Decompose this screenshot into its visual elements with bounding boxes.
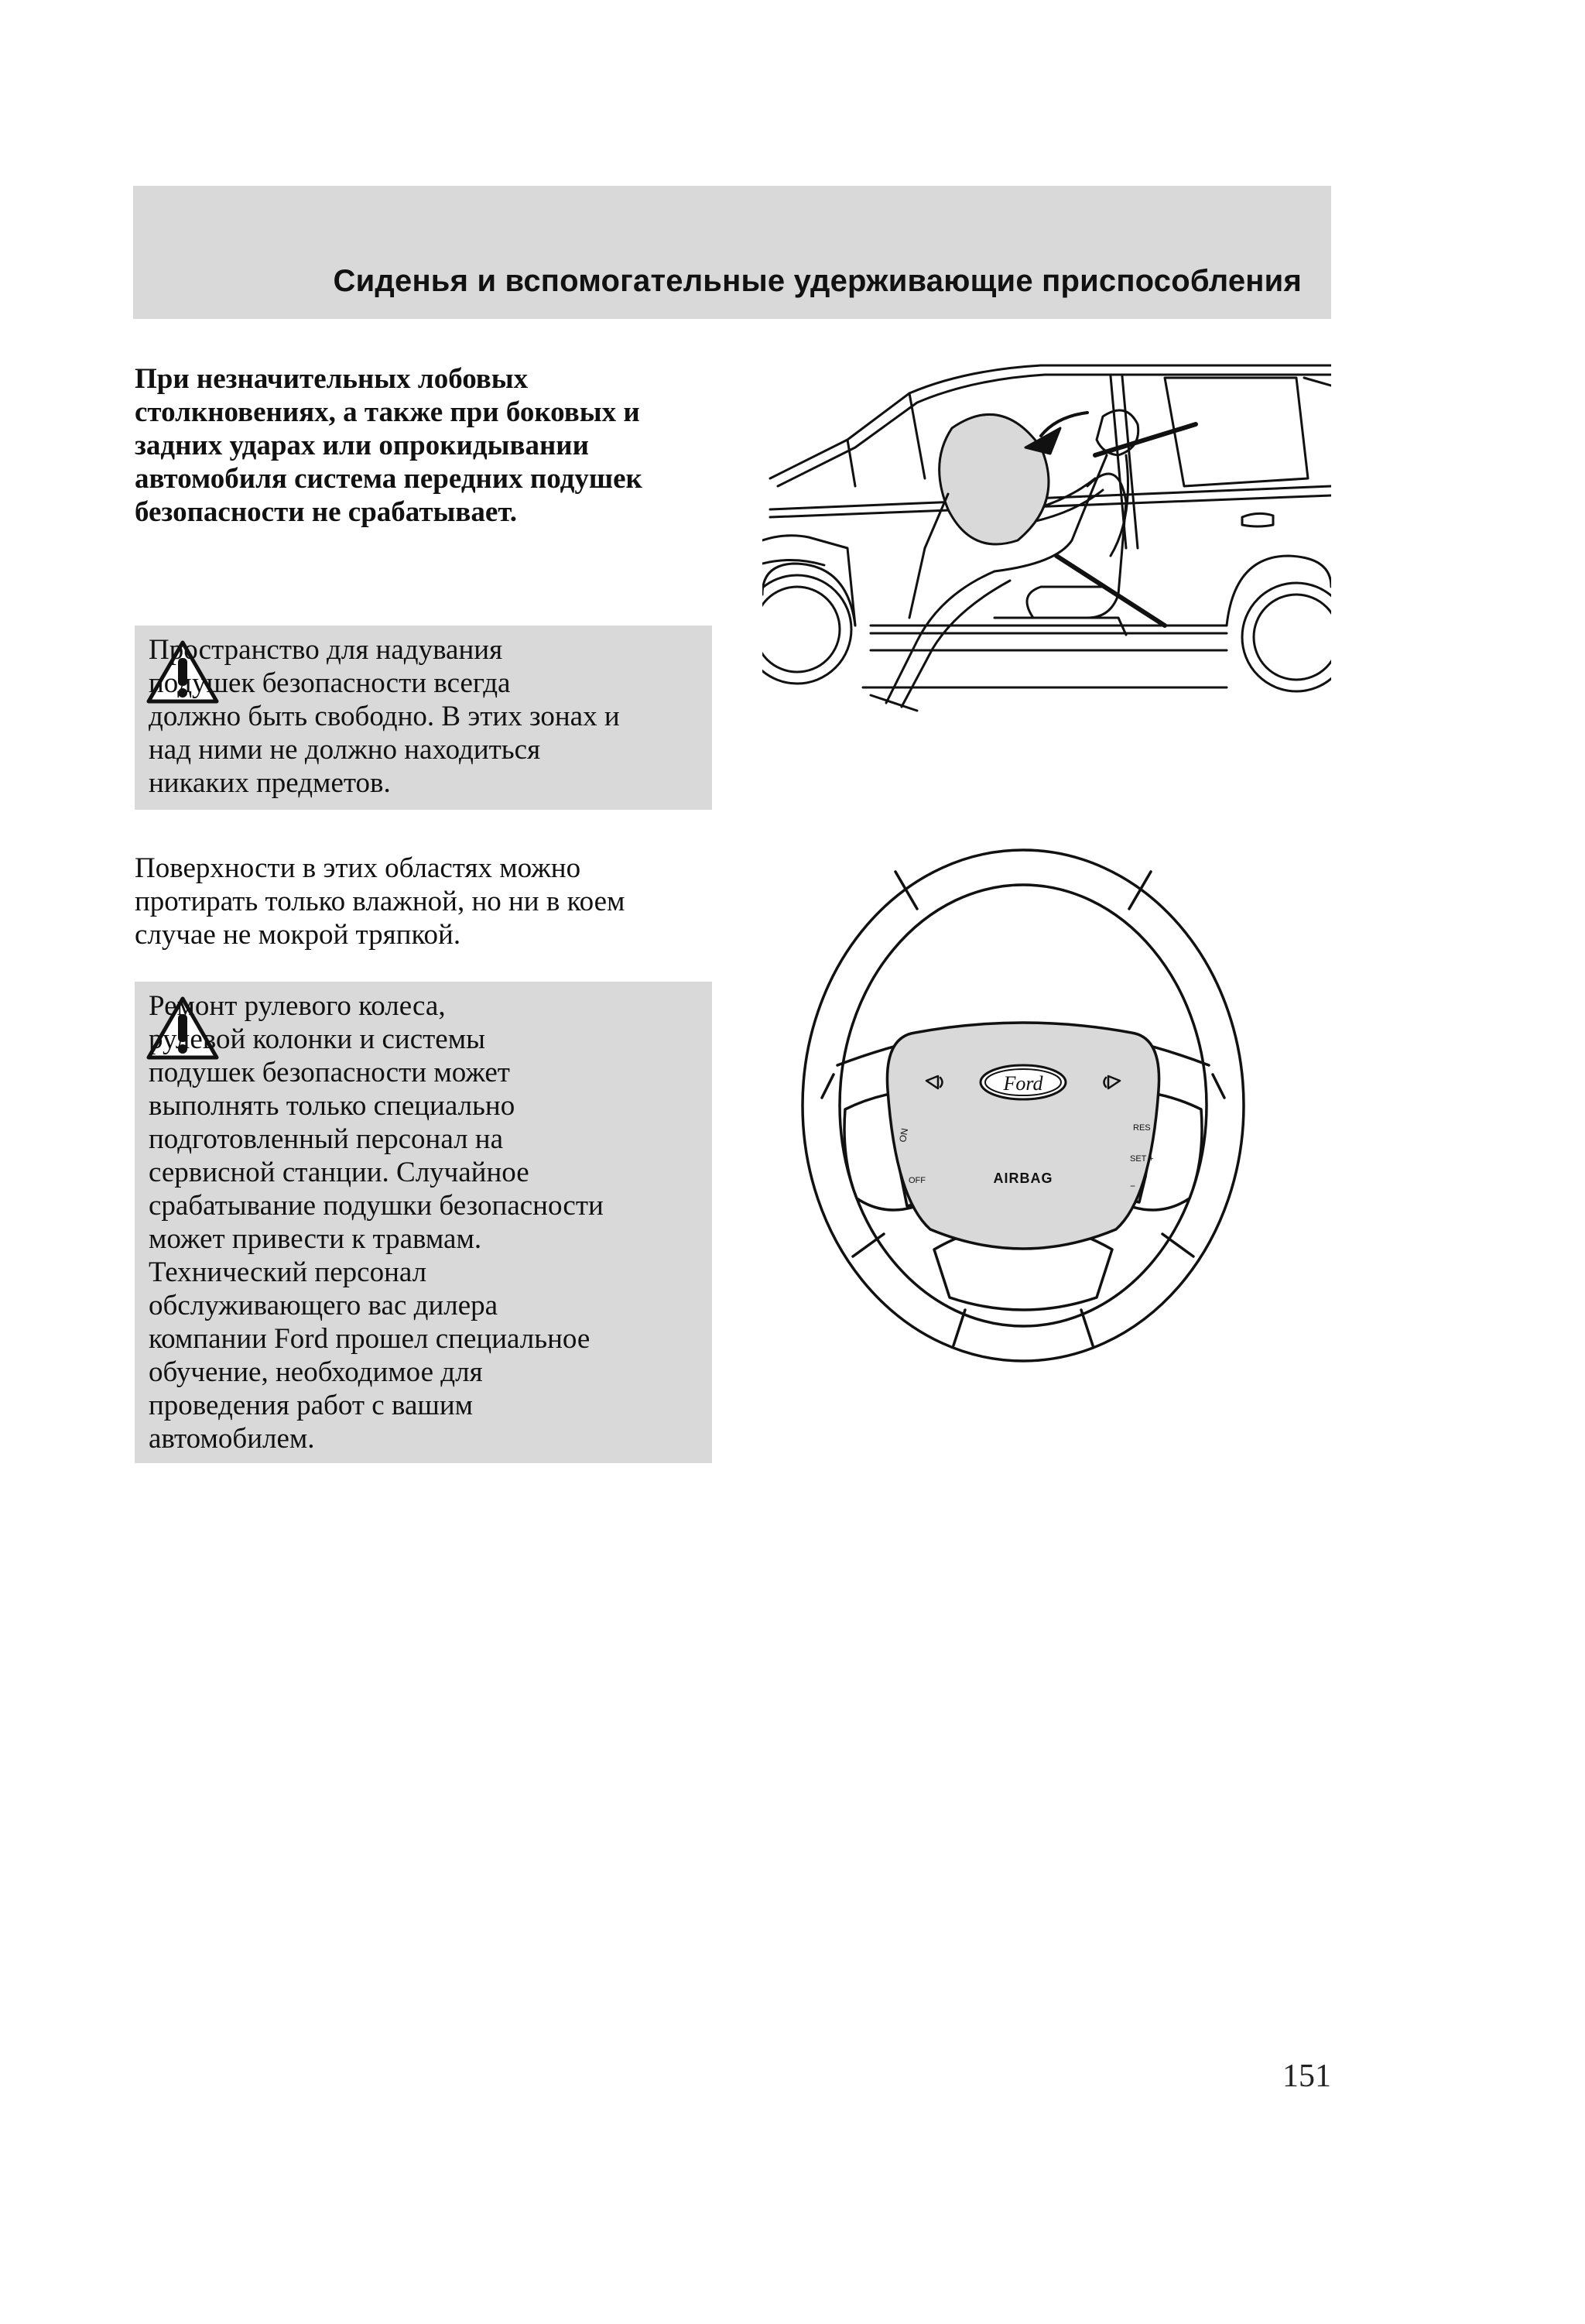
- warning-box-airbag-space: [135, 626, 712, 810]
- chapter-header-band: [133, 186, 1331, 319]
- intro-bold-paragraph: При незначительных лобовых столкновениях, а также при боковых и задних ударах или опрокидывании автомобиля система передних подушек безопасности не срабатывает.: [135, 363, 642, 528]
- steering-wheel-illustration: [799, 835, 1248, 1369]
- warning-box-repair: [135, 982, 712, 1463]
- cruise-on-label: ON: [897, 1127, 911, 1143]
- cruise-minus-label: −: [1130, 1181, 1136, 1191]
- cleaning-paragraph: Поверхности в этих областях можно протирать только влажной, но ни в коем случае не мокрой тряпкой.: [135, 852, 625, 951]
- cruise-set-label: SET +: [1130, 1154, 1154, 1164]
- airbag-label: AIRBAG: [993, 1171, 1053, 1186]
- chapter-title: Сиденья и вспомогательные удерживающие приспособления: [333, 264, 1302, 298]
- ford-logo-text: Ford: [1003, 1072, 1043, 1095]
- page-number: 151: [1282, 2058, 1331, 2094]
- warning-text-repair: Ремонт рулевого колеса, рулевой колонки и системы подушек безопасности может выполнять только специально подготовленный персонал на сервисной станции. Случайное срабатывание подушки безопасности может привести к травмам. Технический персонал обслуживающего вас дилера компании Ford прошел специальное обучение, необходимое для проведения работ с вашим автомобилем.: [149, 990, 604, 1455]
- cruise-off-label: OFF: [909, 1176, 926, 1185]
- cruise-res-label: RES: [1133, 1123, 1151, 1133]
- warning-text-airbag-space: Пространство для надувания подушек безопасности всегда должно быть свободно. В этих зонах и над ними не должно находиться никаких предметов.: [149, 634, 620, 799]
- car-airbag-deployment-illustration: [762, 362, 1331, 720]
